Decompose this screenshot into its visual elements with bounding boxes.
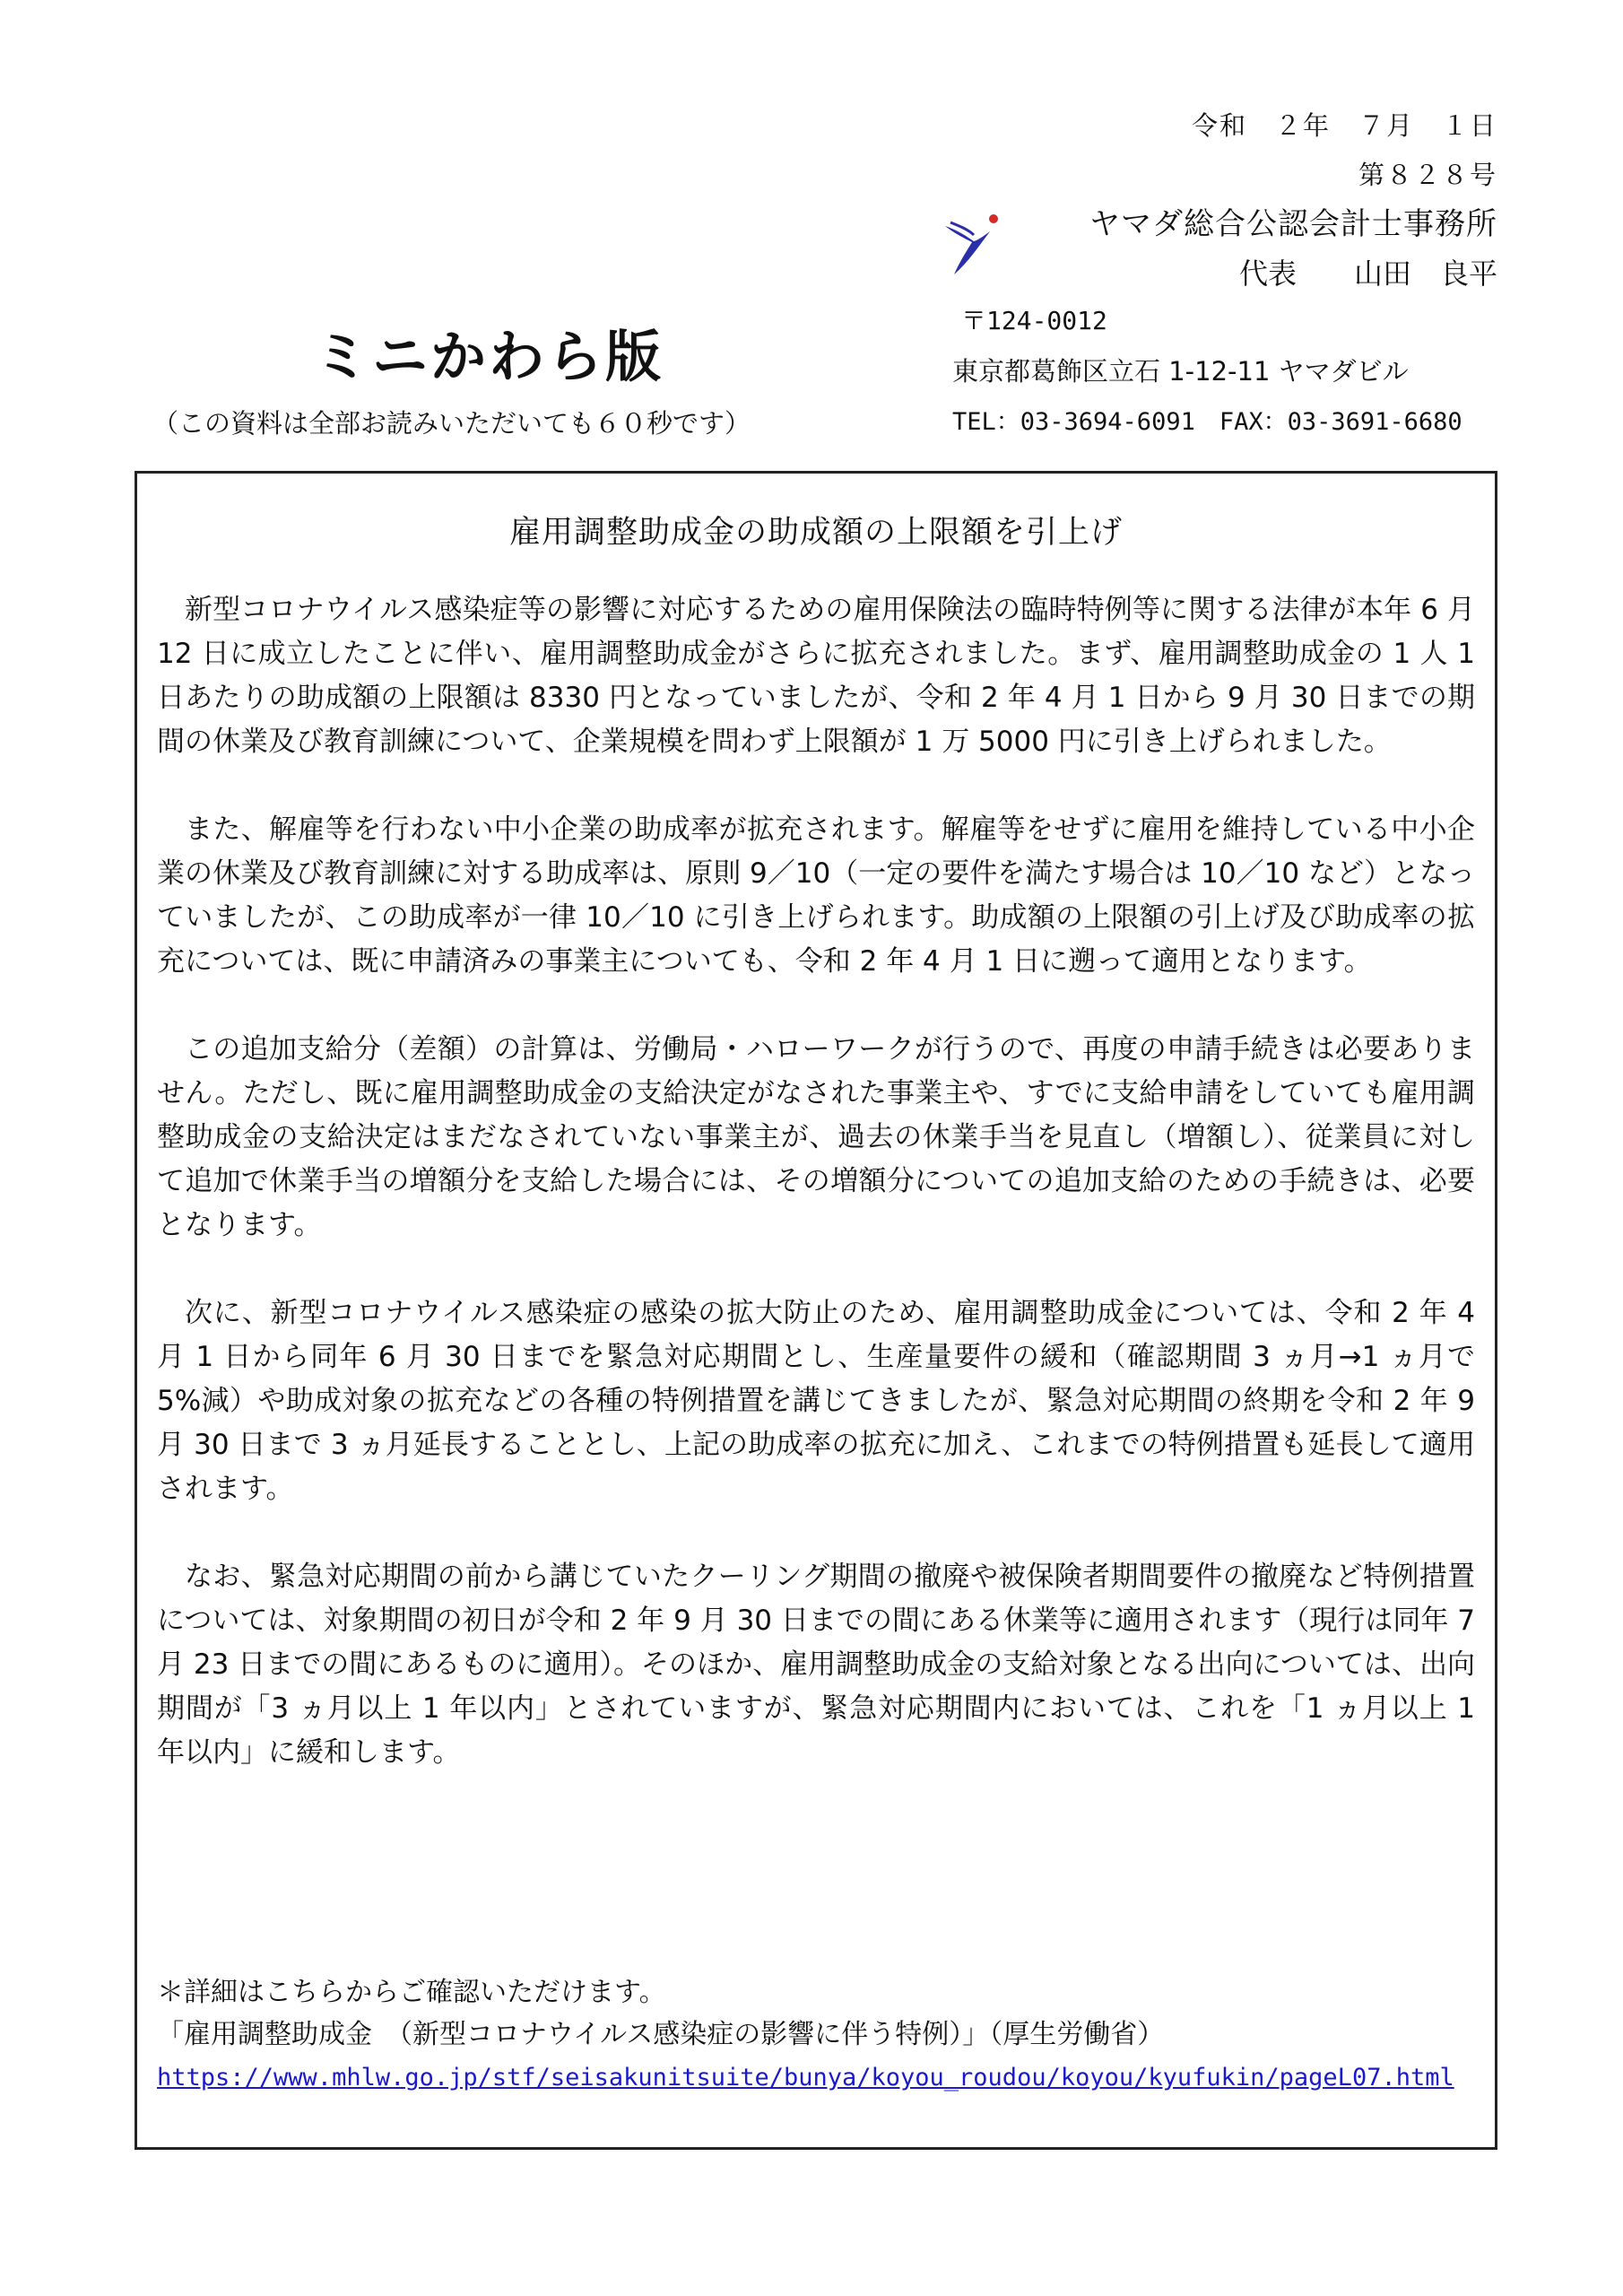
newsletter-subtitle: （この資料は全部お読みいただいても６０秒です） <box>152 408 751 439</box>
issue-date: 令和 ２年 ７月 １日 <box>1191 110 1497 141</box>
reference-link[interactable]: https://www.mhlw.go.jp/stf/seisakunitsuite/bunya/koyou_roudou/koyou/kyufukin/pageL07.html <box>157 2064 1454 2092</box>
note-intro: ＊詳細はこちらからご確認いただけます。 <box>157 1977 666 2008</box>
article-paragraph: なお、緊急対応期間の前から講じていたクーリング期間の撤廃や被保険者期間要件の撤廃など特例措置については、対象期間の初日が令和 2 年 9 月 30 日までの間にある休業等に適用されます（現行は同年 7 月 23 日までの間にあるものに適用）。そのほか、雇用調整助成金の支給対象となる出向については、出向期間が「3 ヵ月以上 1 年以内」とされていますが、緊急対応期間内においては、これを「1 ヵ月以上 1 年以内」に緩和します。 <box>157 1561 1476 1769</box>
article-paragraph: また、解雇等を行わない中小企業の助成率が拡充されます。解雇等をせずに雇用を維持している中小企業の休業及び教育訓練に対する助成率は、原則 9／10（一定の要件を満たす場合は 10／10 など）となっていましたが、この助成率が一律 10／10 に引き上げられます。助成額の上限額の引上げ及び助成率の拡充については、既に申請済みの事業主についても、令和 2 年 4 月 1 日に遡って適用となります。 <box>157 813 1475 978</box>
firm-name: ヤマダ総合公認会計士事務所 <box>1089 206 1497 242</box>
firm-logo-icon <box>933 199 1013 280</box>
article-body <box>157 588 1475 1819</box>
document-number: 第８２８号 <box>1358 160 1497 190</box>
representative-name: 代表 山田 良平 <box>1238 257 1497 291</box>
article-box <box>135 471 1497 2150</box>
contact-numbers: TEL：03-3694-6091 FAX：03-3691-6680 <box>952 408 1462 436</box>
article-title: 雇用調整助成金の助成額の上限額を引上げ <box>508 515 1123 551</box>
article-paragraph: 次に、新型コロナウイルス感染症の感染の拡大防止のため、雇用調整助成金については、令和 2 年 4 月 1 日から同年 6 月 30 日までを緊急対応期間とし、生産量要件の緩和（確認期間 3 ヵ月→1 ヵ月で 5%減）や助成対象の拡充などの各種の特例措置を講じてきましたが、緊急対応期間の終期を令和 2 年 9 月 30 日まで 3 ヵ月延長することとし、上記の助成率の拡充に加え、これまでの特例措置も延長して適用されます。 <box>157 1297 1475 1505</box>
postal-code: 〒124-0012 <box>961 306 1107 335</box>
article-paragraph: 新型コロナウイルス感染症等の影響に対応するための雇用保険法の臨時特例等に関する法律が本年 6 月 12 日に成立したことに伴い、雇用調整助成金がさらに拡充されました。まず、雇用調整助成金の 1 人 1 日あたりの助成額の上限額は 8330 円となっていましたが、令和 2 年 4 月 1 日から 9 月 30 日までの期間の休業及び教育訓練について、企業規模を問わず上限額が 1 万 5000 円に引き上げられました。 <box>157 594 1475 758</box>
address: 東京都葛飾区立石 1-12-11 ヤマダビル <box>952 356 1409 387</box>
note-reference: 「雇用調整助成金 （新型コロナウイルス感染症の影響に伴う特例）」（厚生労働省） <box>157 2019 1165 2050</box>
reference-note <box>157 1971 1475 2099</box>
article-paragraph: この追加支給分（差額）の計算は、労働局・ハローワークが行うので、再度の申請手続きは必要ありません。ただし、既に雇用調整助成金の支給決定がなされた事業主や、すでに支給申請をしていても雇用調整助成金の支給決定はまだなされていない事業主が、過去の休業手当を見直し（増額し）、従業員に対して追加で休業手当の増額分を支給した場合には、その増額分についての追加支給のための手続きは、必要となります。 <box>157 1033 1476 1241</box>
newsletter-title: ミニかわら版 <box>314 324 664 389</box>
